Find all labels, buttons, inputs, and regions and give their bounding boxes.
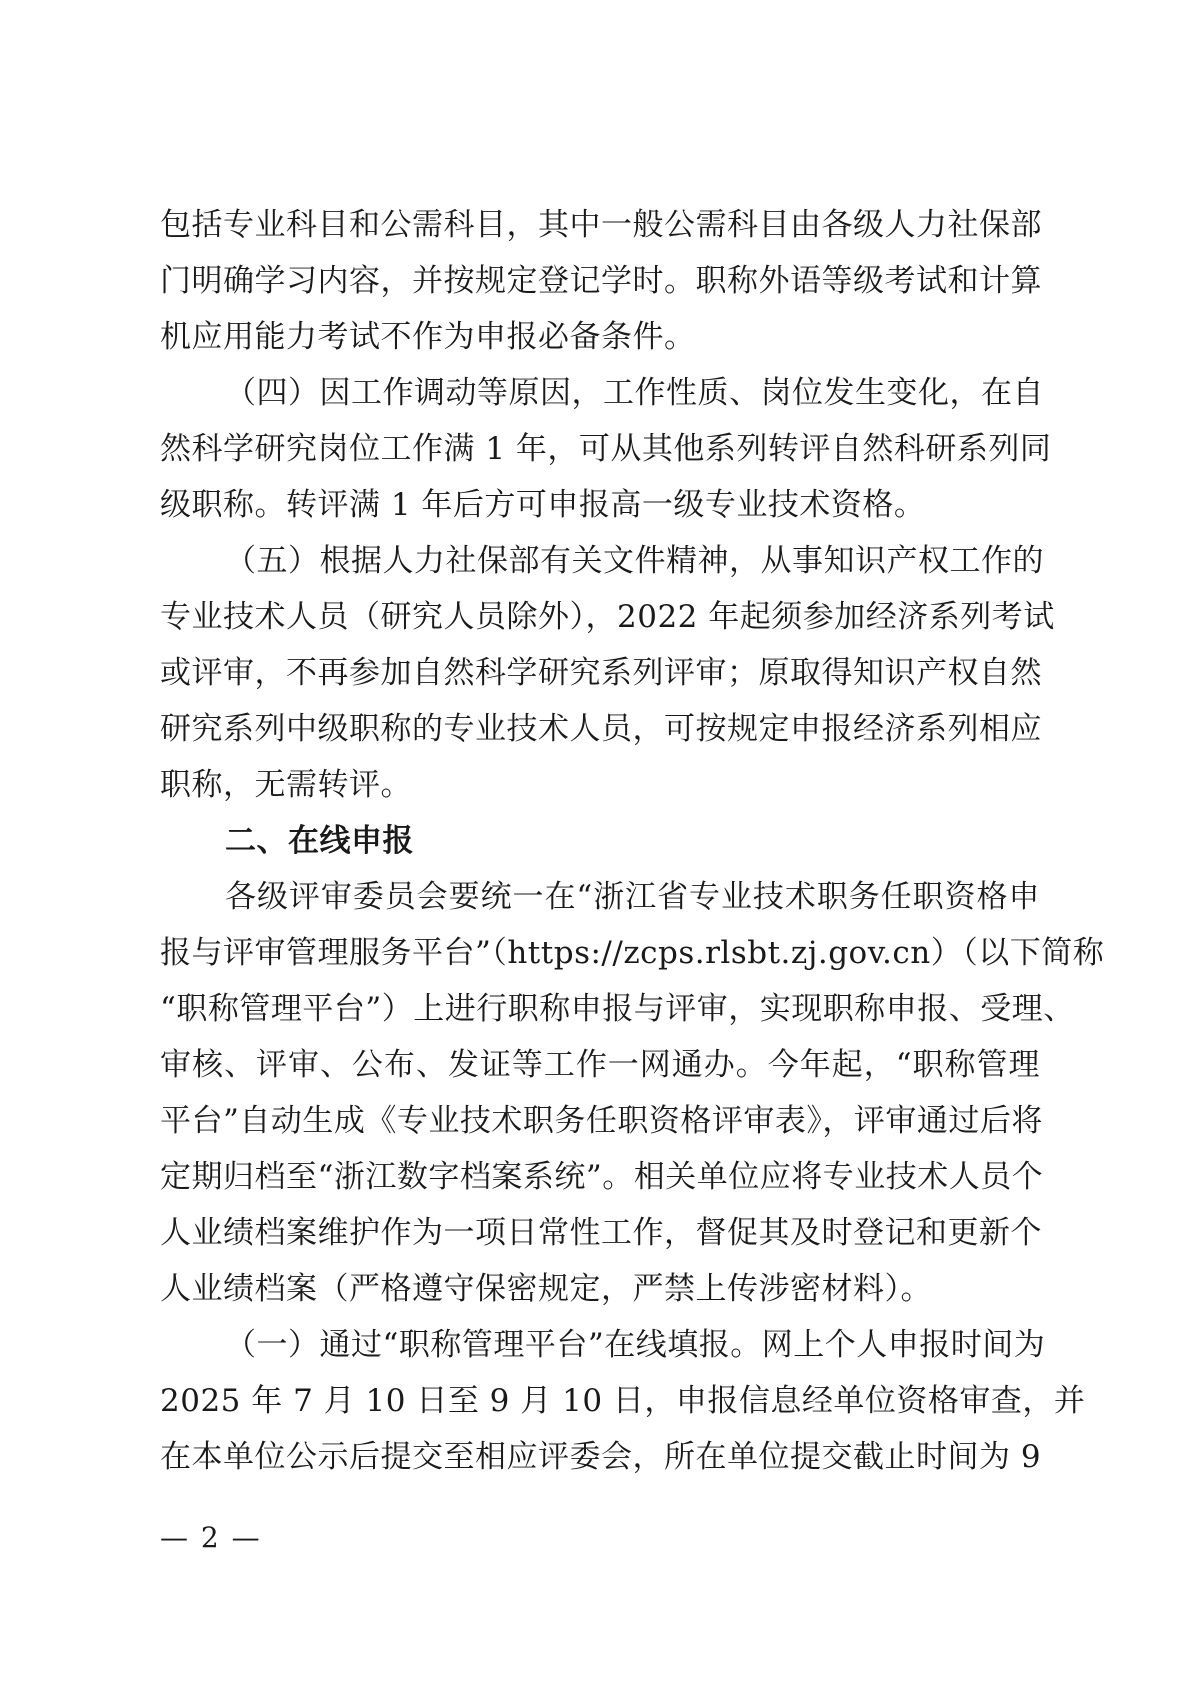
text-line: 机应用能力考试不作为申报必备条件。 [160, 319, 696, 355]
text-line: 定期归档至“浙江数字档案系统”。相关单位应将专业技术人员个 [160, 1159, 1044, 1195]
text-line: 2025 年 7 月 10 日至 9 月 10 日，申报信息经单位资格审查，并 [160, 1383, 1086, 1419]
page-number: — 2 — [160, 1521, 262, 1554]
text-line: 审核、评审、公布、发证等工作一网通办。今年起，“职称管理 [160, 1047, 1040, 1083]
text-line: 人业绩档案维护作为一项日常性工作，督促其及时登记和更新个 [160, 1215, 1042, 1251]
text-line: 然科学研究岗位工作满 1 年，可从其他系列转评自然科研系列同 [160, 431, 1052, 467]
section-heading: 二、在线申报 [225, 823, 414, 859]
paragraph-item-4-start: （四）因工作调动等原因，工作性质、岗位发生变化，在自 [225, 375, 1044, 411]
text-line: 或评审，不再参加自然科学研究系列评审；原取得知识产权自然 [160, 655, 1042, 691]
text-line: 平台”自动生成《专业技术职务任职资格评审表》，评审通过后将 [160, 1103, 1043, 1139]
paragraph-item-1-start: （一）通过“职称管理平台”在线填报。网上个人申报时间为 [225, 1327, 1046, 1363]
text-line: 报与评审管理服务平台”（https://zcps.rlsbt.zj.gov.cn）（以下简称 [160, 935, 1105, 971]
text-line: 在本单位公示后提交至相应评委会，所在单位提交截止时间为 9 [160, 1439, 1042, 1475]
text-line: 人业绩档案（严格遵守保密规定，严禁上传涉密材料）。 [160, 1271, 932, 1307]
text-line: 职称，无需转评。 [160, 767, 412, 803]
text-line: 包括专业科目和公需科目，其中一般公需科目由各级人力社保部 [160, 207, 1042, 243]
text-line: 研究系列中级职称的专业技术人员，可按规定申报经济系列相应 [160, 711, 1042, 747]
text-line: 门明确学习内容，并按规定登记学时。职称外语等级考试和计算 [160, 263, 1042, 299]
text-line: “职称管理平台”）上进行职称申报与评审，实现职称申报、受理、 [160, 991, 1075, 1027]
section-paragraph-start: 各级评审委员会要统一在“浙江省专业技术职务任职资格申 [225, 879, 1040, 915]
text-line: 专业技术人员（研究人员除外），2022 年起须参加经济系列考试 [160, 599, 1055, 635]
text-line: 级职称。转评满 1 年后方可申报高一级专业技术资格。 [160, 487, 926, 523]
paragraph-item-5-start: （五）根据人力社保部有关文件精神，从事知识产权工作的 [225, 543, 1044, 579]
